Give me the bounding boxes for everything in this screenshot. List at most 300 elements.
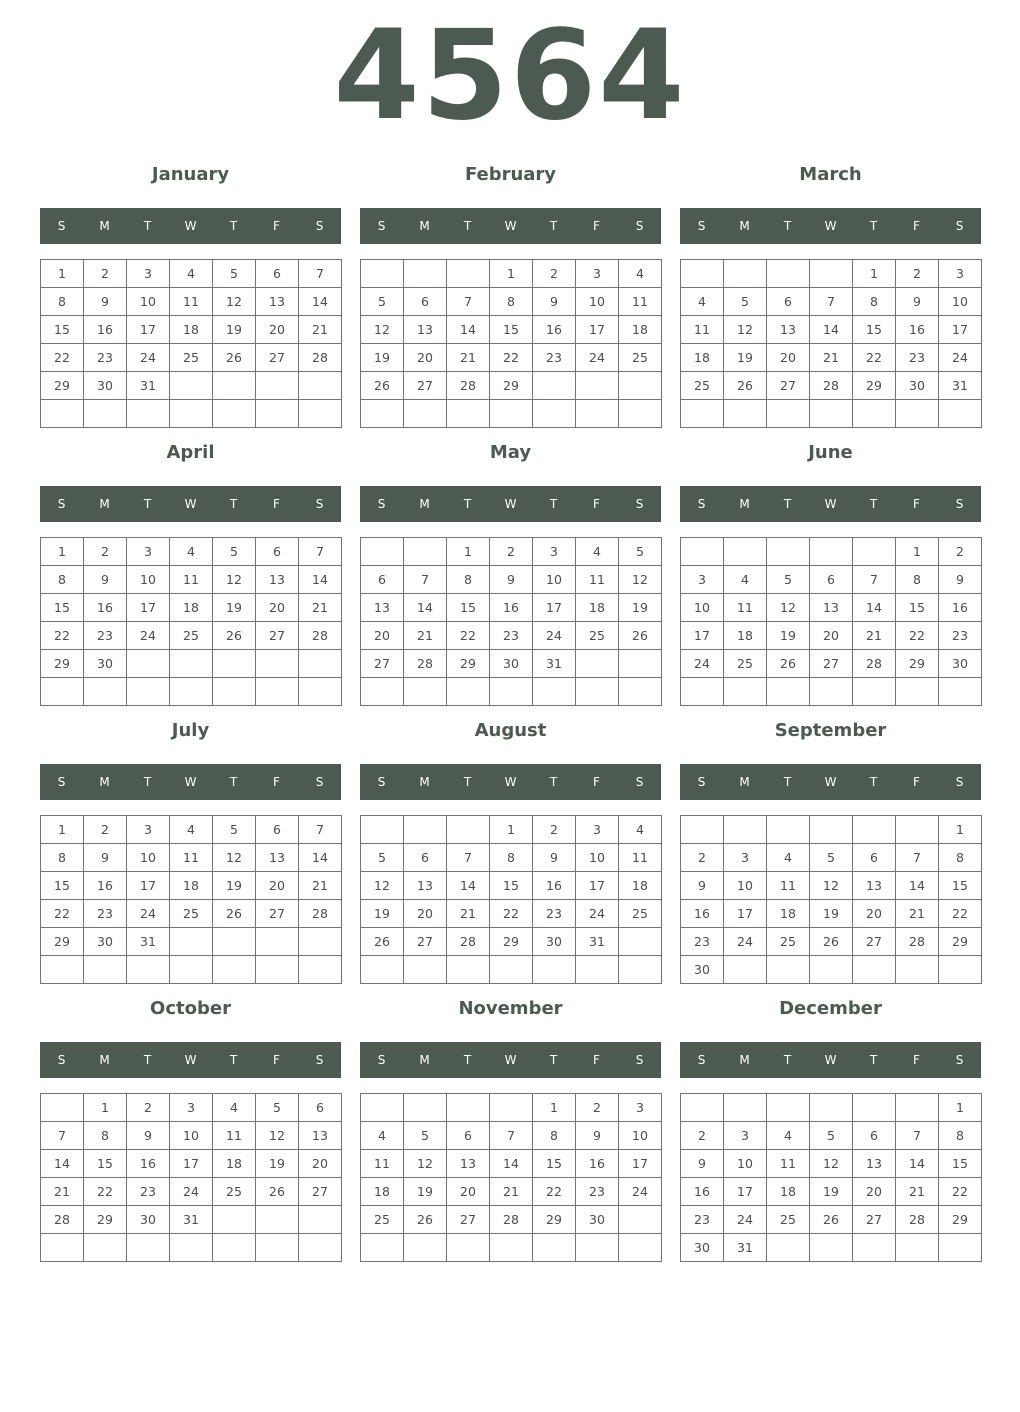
day-cell: 5 [361, 844, 403, 871]
day-cell: 6 [256, 538, 298, 565]
weekday-label: T [229, 775, 238, 789]
weekday-label: S [635, 497, 644, 511]
weekday-label: T [143, 775, 152, 789]
day-cell: 20 [853, 900, 895, 927]
weekday-label: M [419, 497, 430, 511]
day-cell [404, 1234, 446, 1261]
day-cell: 24 [724, 1206, 766, 1233]
day-cell [170, 678, 212, 705]
day-cell [619, 650, 661, 677]
day-cell: 11 [361, 1150, 403, 1177]
day-cell [896, 1094, 938, 1121]
weekday-label: W [184, 497, 197, 511]
day-cell: 20 [256, 316, 298, 343]
weekday-label: M [99, 1053, 110, 1067]
day-cell [767, 678, 809, 705]
day-cell [127, 1234, 169, 1261]
day-cell: 6 [767, 288, 809, 315]
day-cell: 27 [767, 372, 809, 399]
day-cell: 17 [576, 872, 618, 899]
day-cell [619, 928, 661, 955]
month-name: February [464, 164, 557, 185]
day-cell: 3 [170, 1094, 212, 1121]
day-cell: 30 [681, 1234, 723, 1261]
weekday-label: F [273, 775, 280, 789]
day-cell: 24 [127, 344, 169, 371]
day-cell: 12 [767, 594, 809, 621]
day-cell: 5 [810, 844, 852, 871]
day-cell [299, 678, 341, 705]
day-cell: 18 [767, 1178, 809, 1205]
weekday-label: T [869, 775, 878, 789]
day-cell: 13 [810, 594, 852, 621]
day-cell: 19 [810, 900, 852, 927]
day-cell: 13 [853, 1150, 895, 1177]
day-cell: 9 [127, 1122, 169, 1149]
day-cell: 4 [767, 844, 809, 871]
day-cell: 27 [256, 900, 298, 927]
day-cell: 27 [810, 650, 852, 677]
day-cell [576, 1234, 618, 1261]
day-cell: 26 [213, 622, 255, 649]
weekday-label: T [229, 497, 238, 511]
day-cell: 24 [533, 622, 575, 649]
day-cell: 13 [299, 1122, 341, 1149]
weekday-label: W [504, 497, 517, 511]
day-cell [170, 372, 212, 399]
day-cell [767, 816, 809, 843]
weekday-label: T [549, 1053, 558, 1067]
day-cell: 6 [256, 260, 298, 287]
day-cell [447, 956, 489, 983]
days-grid [360, 259, 662, 428]
day-cell: 22 [41, 344, 83, 371]
day-cell: 4 [361, 1122, 403, 1149]
day-cell [256, 1234, 298, 1261]
day-cell: 31 [724, 1234, 766, 1261]
day-cell [127, 678, 169, 705]
day-cell: 14 [447, 316, 489, 343]
day-cell: 1 [939, 816, 981, 843]
day-cell: 4 [576, 538, 618, 565]
month-july [40, 716, 341, 986]
day-cell: 15 [447, 594, 489, 621]
day-cell: 7 [810, 288, 852, 315]
day-cell: 21 [299, 316, 341, 343]
weekday-label: W [184, 219, 197, 233]
day-cell: 28 [299, 344, 341, 371]
day-cell [361, 1234, 403, 1261]
day-cell: 27 [299, 1178, 341, 1205]
day-cell [681, 1094, 723, 1121]
day-cell: 1 [84, 1094, 126, 1121]
weekday-label: F [913, 775, 920, 789]
month-august [360, 716, 661, 986]
day-cell: 3 [127, 260, 169, 287]
day-cell [810, 1094, 852, 1121]
day-cell [213, 372, 255, 399]
day-cell [256, 400, 298, 427]
day-cell [576, 956, 618, 983]
weekday-label: S [57, 775, 66, 789]
weekday-label: T [549, 219, 558, 233]
day-cell [681, 260, 723, 287]
day-cell [576, 650, 618, 677]
day-cell: 11 [170, 844, 212, 871]
weekday-label: M [419, 775, 430, 789]
day-cell [853, 538, 895, 565]
month-name: July [171, 720, 210, 741]
day-cell [361, 678, 403, 705]
day-cell [490, 678, 532, 705]
day-cell: 31 [127, 928, 169, 955]
weekday-label: S [315, 775, 324, 789]
day-cell: 26 [361, 372, 403, 399]
day-cell: 28 [41, 1206, 83, 1233]
day-cell [810, 400, 852, 427]
day-cell: 9 [490, 566, 532, 593]
day-cell: 18 [619, 316, 661, 343]
weekday-label: T [783, 1053, 792, 1067]
weekday-label: S [377, 219, 386, 233]
day-cell: 3 [681, 566, 723, 593]
day-cell [299, 372, 341, 399]
day-cell [896, 816, 938, 843]
weekday-label: M [739, 1053, 750, 1067]
day-cell: 8 [490, 288, 532, 315]
day-cell [896, 400, 938, 427]
day-cell: 26 [213, 900, 255, 927]
weekday-label: M [419, 219, 430, 233]
days-grid [40, 537, 342, 706]
day-cell [447, 1094, 489, 1121]
day-cell: 20 [767, 344, 809, 371]
day-cell: 15 [490, 316, 532, 343]
days-grid [680, 537, 982, 706]
day-cell: 26 [619, 622, 661, 649]
month-november [360, 994, 661, 1264]
weekday-label: S [315, 1053, 324, 1067]
day-cell [619, 372, 661, 399]
day-cell: 26 [810, 1206, 852, 1233]
weekday-label: T [549, 497, 558, 511]
month-name: June [808, 442, 853, 463]
month-may [360, 438, 661, 708]
day-cell [41, 1234, 83, 1261]
month-december [680, 994, 981, 1264]
weekday-header [40, 486, 341, 522]
month-name: September [774, 720, 887, 741]
day-cell: 14 [810, 316, 852, 343]
day-cell: 12 [361, 316, 403, 343]
day-cell: 10 [533, 566, 575, 593]
day-cell: 2 [576, 1094, 618, 1121]
day-cell: 2 [533, 260, 575, 287]
day-cell [490, 400, 532, 427]
day-cell: 30 [84, 372, 126, 399]
weekday-label: S [955, 219, 964, 233]
day-cell: 25 [724, 650, 766, 677]
day-cell [127, 956, 169, 983]
weekday-label: W [504, 219, 517, 233]
weekday-header [40, 208, 341, 244]
day-cell: 7 [447, 844, 489, 871]
day-cell [939, 400, 981, 427]
weekday-label: T [463, 219, 472, 233]
day-cell: 7 [896, 1122, 938, 1149]
day-cell: 26 [361, 928, 403, 955]
weekday-label: W [184, 1053, 197, 1067]
day-cell: 13 [404, 316, 446, 343]
day-cell: 27 [256, 344, 298, 371]
month-name: October [150, 998, 231, 1019]
day-cell [724, 1094, 766, 1121]
day-cell: 30 [84, 928, 126, 955]
day-cell [299, 650, 341, 677]
day-cell [170, 928, 212, 955]
day-cell: 17 [576, 316, 618, 343]
day-cell [767, 260, 809, 287]
day-cell: 2 [896, 260, 938, 287]
weekday-label: T [783, 219, 792, 233]
day-cell [724, 260, 766, 287]
day-cell [213, 678, 255, 705]
day-cell [939, 678, 981, 705]
day-cell: 25 [170, 344, 212, 371]
day-cell: 29 [41, 372, 83, 399]
month-january [40, 160, 341, 430]
day-cell [84, 400, 126, 427]
day-cell: 24 [170, 1178, 212, 1205]
day-cell: 19 [619, 594, 661, 621]
day-cell: 9 [84, 844, 126, 871]
day-cell: 18 [724, 622, 766, 649]
day-cell: 29 [490, 928, 532, 955]
day-cell: 11 [724, 594, 766, 621]
day-cell: 1 [41, 816, 83, 843]
day-cell: 30 [490, 650, 532, 677]
day-cell: 22 [447, 622, 489, 649]
weekday-label: S [955, 497, 964, 511]
day-cell: 14 [447, 872, 489, 899]
day-cell: 10 [576, 288, 618, 315]
day-cell: 23 [939, 622, 981, 649]
day-cell: 3 [533, 538, 575, 565]
day-cell [767, 1234, 809, 1261]
day-cell: 8 [41, 566, 83, 593]
weekday-label: M [99, 497, 110, 511]
day-cell [213, 1206, 255, 1233]
month-name: April [166, 442, 215, 463]
day-cell: 18 [681, 344, 723, 371]
day-cell: 17 [127, 316, 169, 343]
weekday-label: S [57, 497, 66, 511]
day-cell: 15 [41, 872, 83, 899]
day-cell [619, 956, 661, 983]
day-cell [404, 538, 446, 565]
day-cell: 4 [170, 816, 212, 843]
day-cell: 18 [170, 872, 212, 899]
day-cell [447, 260, 489, 287]
month-april [40, 438, 341, 708]
month-name: August [474, 720, 547, 741]
day-cell: 8 [490, 844, 532, 871]
day-cell: 25 [170, 900, 212, 927]
weekday-label: W [824, 1053, 837, 1067]
day-cell: 4 [724, 566, 766, 593]
day-cell: 16 [681, 1178, 723, 1205]
day-cell: 18 [767, 900, 809, 927]
day-cell [170, 650, 212, 677]
day-cell: 2 [939, 538, 981, 565]
weekday-label: S [377, 497, 386, 511]
day-cell: 17 [724, 900, 766, 927]
day-cell [404, 956, 446, 983]
day-cell [256, 928, 298, 955]
day-cell [767, 400, 809, 427]
day-cell [724, 678, 766, 705]
day-cell: 1 [533, 1094, 575, 1121]
day-cell: 5 [361, 288, 403, 315]
weekday-label: F [913, 1053, 920, 1067]
weekday-label: W [824, 775, 837, 789]
day-cell: 18 [170, 594, 212, 621]
day-cell: 12 [213, 566, 255, 593]
day-cell [170, 1234, 212, 1261]
day-cell: 1 [41, 260, 83, 287]
day-cell: 4 [170, 260, 212, 287]
day-cell [810, 816, 852, 843]
day-cell: 6 [810, 566, 852, 593]
weekday-label: W [504, 1053, 517, 1067]
day-cell: 16 [939, 594, 981, 621]
day-cell: 21 [896, 1178, 938, 1205]
day-cell: 8 [896, 566, 938, 593]
day-cell: 10 [127, 844, 169, 871]
day-cell: 9 [533, 288, 575, 315]
day-cell [361, 538, 403, 565]
weekday-label: T [869, 1053, 878, 1067]
day-cell: 27 [404, 928, 446, 955]
day-cell: 17 [619, 1150, 661, 1177]
day-cell [299, 1234, 341, 1261]
day-cell: 25 [213, 1178, 255, 1205]
weekday-label: S [697, 775, 706, 789]
day-cell: 6 [447, 1122, 489, 1149]
day-cell: 22 [41, 900, 83, 927]
weekday-label: S [697, 219, 706, 233]
day-cell: 11 [681, 316, 723, 343]
day-cell [853, 678, 895, 705]
day-cell [533, 400, 575, 427]
weekday-label: T [463, 775, 472, 789]
day-cell: 25 [170, 622, 212, 649]
day-cell [853, 956, 895, 983]
day-cell: 19 [767, 622, 809, 649]
day-cell: 19 [361, 344, 403, 371]
weekday-label: T [229, 1053, 238, 1067]
day-cell: 4 [170, 538, 212, 565]
day-cell: 12 [213, 844, 255, 871]
day-cell: 13 [404, 872, 446, 899]
weekday-label: F [593, 775, 600, 789]
weekday-label: S [315, 219, 324, 233]
day-cell: 24 [939, 344, 981, 371]
days-grid [680, 1093, 982, 1262]
days-grid [40, 1093, 342, 1262]
day-cell: 10 [170, 1122, 212, 1149]
day-cell: 16 [84, 594, 126, 621]
day-cell [404, 1094, 446, 1121]
day-cell: 9 [533, 844, 575, 871]
day-cell [939, 1234, 981, 1261]
day-cell: 20 [853, 1178, 895, 1205]
day-cell: 9 [681, 1150, 723, 1177]
day-cell: 25 [619, 900, 661, 927]
day-cell: 6 [256, 816, 298, 843]
day-cell: 2 [84, 538, 126, 565]
day-cell: 22 [490, 900, 532, 927]
day-cell: 6 [853, 844, 895, 871]
day-cell: 2 [533, 816, 575, 843]
day-cell: 7 [447, 288, 489, 315]
day-cell: 29 [533, 1206, 575, 1233]
month-name: January [151, 164, 230, 185]
day-cell: 26 [810, 928, 852, 955]
day-cell [724, 538, 766, 565]
day-cell: 21 [896, 900, 938, 927]
day-cell: 16 [896, 316, 938, 343]
weekday-label: T [783, 497, 792, 511]
day-cell: 28 [404, 650, 446, 677]
day-cell [41, 678, 83, 705]
day-cell: 24 [576, 900, 618, 927]
weekday-label: S [635, 775, 644, 789]
day-cell [533, 1234, 575, 1261]
weekday-label: W [824, 219, 837, 233]
weekday-header [360, 1042, 661, 1078]
day-cell: 29 [896, 650, 938, 677]
day-cell: 14 [404, 594, 446, 621]
day-cell: 29 [939, 928, 981, 955]
weekday-label: T [229, 219, 238, 233]
weekday-label: M [739, 497, 750, 511]
weekday-label: T [869, 219, 878, 233]
day-cell: 27 [256, 622, 298, 649]
month-name: November [458, 998, 563, 1019]
day-cell: 30 [939, 650, 981, 677]
day-cell: 29 [939, 1206, 981, 1233]
month-june [680, 438, 981, 708]
day-cell: 8 [447, 566, 489, 593]
weekday-label: F [593, 1053, 600, 1067]
day-cell: 29 [447, 650, 489, 677]
day-cell: 30 [127, 1206, 169, 1233]
month-name: December [779, 998, 882, 1019]
day-cell: 6 [404, 288, 446, 315]
day-cell: 27 [853, 928, 895, 955]
weekday-header [680, 764, 981, 800]
day-cell: 16 [533, 872, 575, 899]
day-cell: 21 [299, 872, 341, 899]
weekday-label: T [783, 775, 792, 789]
day-cell: 8 [939, 1122, 981, 1149]
day-cell [576, 678, 618, 705]
day-cell [361, 400, 403, 427]
day-cell: 6 [299, 1094, 341, 1121]
day-cell [896, 956, 938, 983]
weekday-label: W [824, 497, 837, 511]
